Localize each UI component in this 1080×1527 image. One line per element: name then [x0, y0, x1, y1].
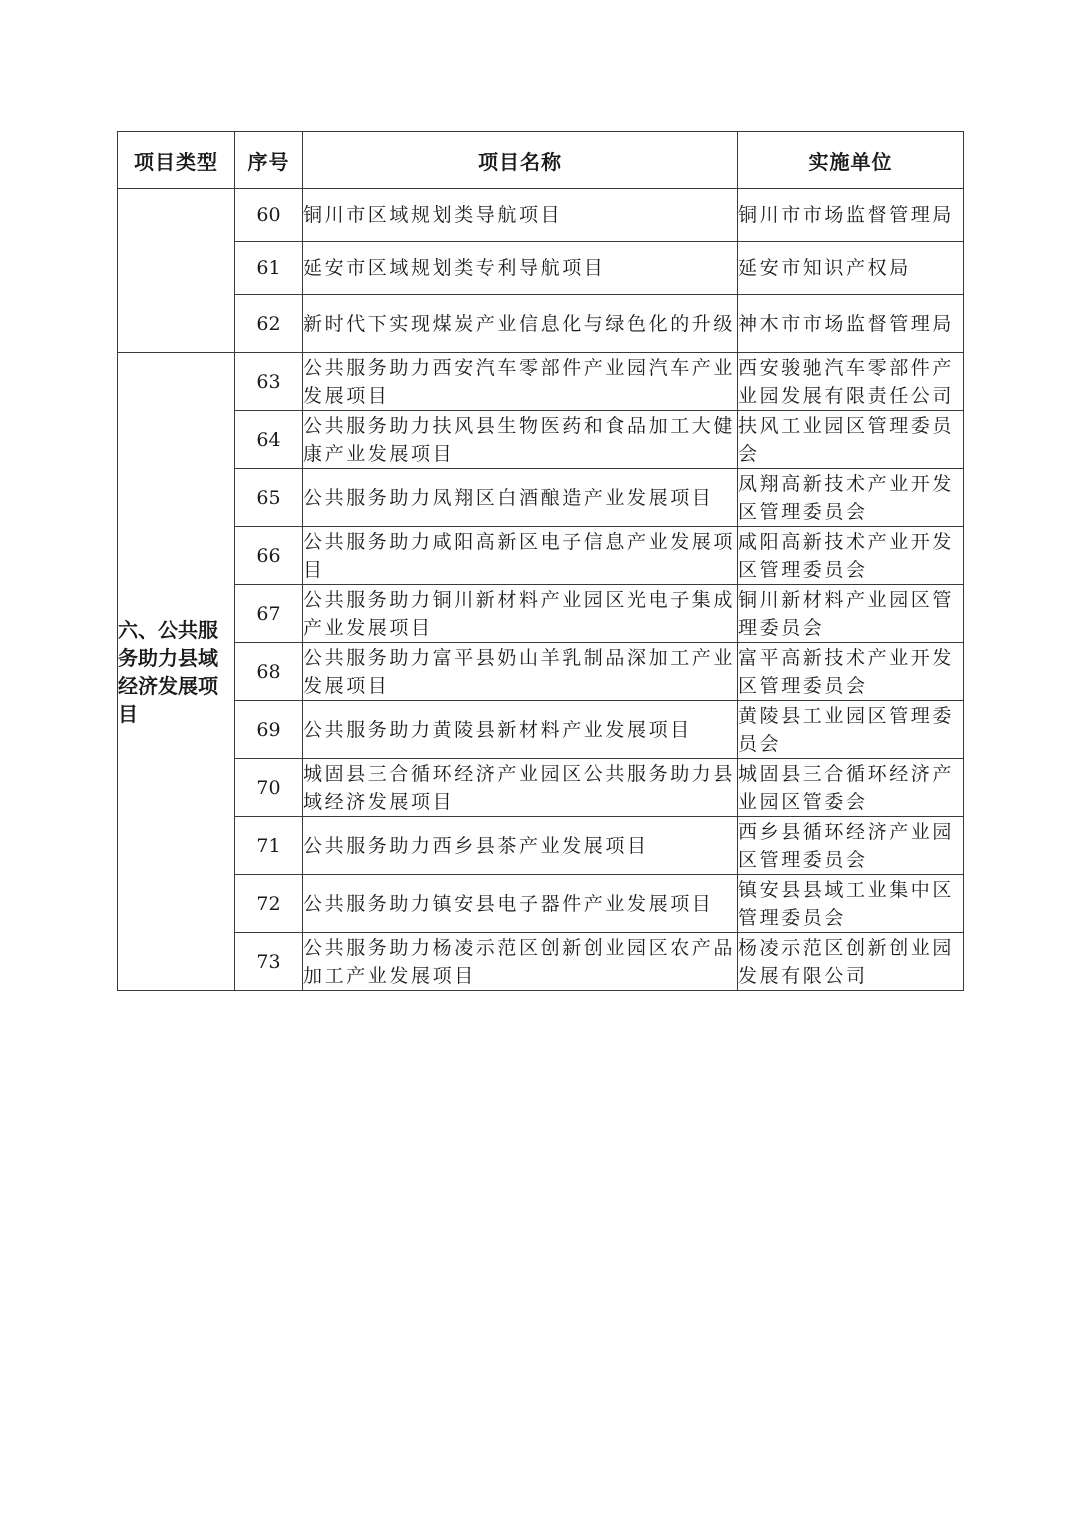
implementing-unit: 西安骏驰汽车零部件产业园发展有限责任公司 [738, 353, 964, 411]
table-row [118, 242, 964, 295]
table-row [118, 411, 964, 469]
project-name: 铜川市区域规划类导航项目 [303, 189, 738, 242]
serial-number: 69 [235, 701, 303, 759]
implementing-unit: 铜川市市场监督管理局 [738, 189, 964, 242]
implementing-unit: 城固县三合循环经济产业园区管委会 [738, 759, 964, 817]
header-implementing-unit: 实施单位 [738, 132, 964, 189]
table-row [118, 189, 964, 242]
serial-number: 66 [235, 527, 303, 585]
project-name: 公共服务助力咸阳高新区电子信息产业发展项目 [303, 527, 738, 585]
table-row [118, 875, 964, 933]
project-name: 延安市区域规划类专利导航项目 [303, 242, 738, 295]
project-type-cell: 六、公共服务助力县域经济发展项目 [118, 353, 235, 991]
table-row [118, 469, 964, 527]
implementing-unit: 杨凌示范区创新创业园发展有限公司 [738, 933, 964, 991]
implementing-unit: 西乡县循环经济产业园区管理委员会 [738, 817, 964, 875]
header-serial-number: 序号 [235, 132, 303, 189]
table-row [118, 527, 964, 585]
table-row [118, 933, 964, 991]
project-name: 城固县三合循环经济产业园区公共服务助力县域经济发展项目 [303, 759, 738, 817]
header-project-type: 项目类型 [118, 132, 235, 189]
implementing-unit: 咸阳高新技术产业开发区管理委员会 [738, 527, 964, 585]
table-row [118, 759, 964, 817]
project-name: 公共服务助力西安汽车零部件产业园汽车产业发展项目 [303, 353, 738, 411]
serial-number: 61 [235, 242, 303, 295]
table-header-row [118, 132, 964, 189]
serial-number: 62 [235, 295, 303, 353]
project-table [117, 131, 964, 991]
project-type-cell [118, 189, 235, 353]
implementing-unit: 凤翔高新技术产业开发区管理委员会 [738, 469, 964, 527]
serial-number: 64 [235, 411, 303, 469]
serial-number: 63 [235, 353, 303, 411]
project-name: 公共服务助力黄陵县新材料产业发展项目 [303, 701, 738, 759]
table-row [118, 643, 964, 701]
implementing-unit: 镇安县县域工业集中区管理委员会 [738, 875, 964, 933]
table-row [118, 585, 964, 643]
header-project-name: 项目名称 [303, 132, 738, 189]
serial-number: 65 [235, 469, 303, 527]
implementing-unit: 黄陵县工业园区管理委员会 [738, 701, 964, 759]
table-row [118, 701, 964, 759]
implementing-unit: 扶风工业园区管理委员会 [738, 411, 964, 469]
project-name: 公共服务助力扶风县生物医药和食品加工大健康产业发展项目 [303, 411, 738, 469]
serial-number: 71 [235, 817, 303, 875]
project-name: 公共服务助力铜川新材料产业园区光电子集成产业发展项目 [303, 585, 738, 643]
serial-number: 68 [235, 643, 303, 701]
implementing-unit: 铜川新材料产业园区管理委员会 [738, 585, 964, 643]
implementing-unit: 富平高新技术产业开发区管理委员会 [738, 643, 964, 701]
project-name: 公共服务助力富平县奶山羊乳制品深加工产业发展项目 [303, 643, 738, 701]
project-name: 公共服务助力西乡县茶产业发展项目 [303, 817, 738, 875]
project-name: 公共服务助力凤翔区白酒酿造产业发展项目 [303, 469, 738, 527]
project-name: 公共服务助力杨凌示范区创新创业园区农产品加工产业发展项目 [303, 933, 738, 991]
serial-number: 73 [235, 933, 303, 991]
table-row [118, 353, 964, 411]
serial-number: 67 [235, 585, 303, 643]
table-row [118, 295, 964, 353]
serial-number: 72 [235, 875, 303, 933]
serial-number: 60 [235, 189, 303, 242]
implementing-unit: 神木市市场监督管理局 [738, 295, 964, 353]
project-name: 新时代下实现煤炭产业信息化与绿色化的升级 [303, 295, 738, 353]
table-row [118, 817, 964, 875]
project-name: 公共服务助力镇安县电子器件产业发展项目 [303, 875, 738, 933]
serial-number: 70 [235, 759, 303, 817]
implementing-unit: 延安市知识产权局 [738, 242, 964, 295]
